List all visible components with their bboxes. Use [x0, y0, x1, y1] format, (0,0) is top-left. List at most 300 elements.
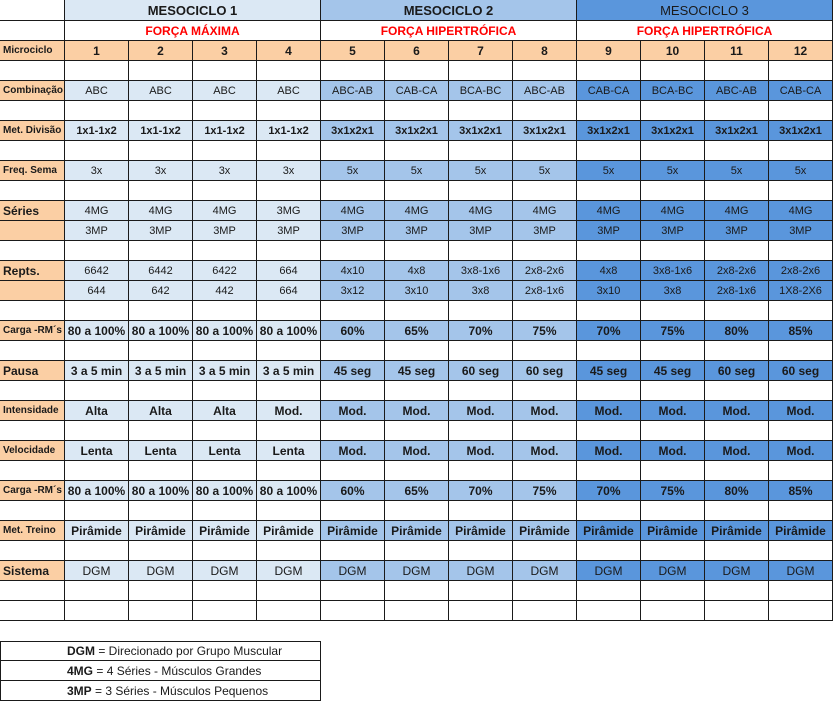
value-cell[interactable]: 3x [193, 161, 257, 181]
value-cell[interactable]: 4x8 [577, 261, 641, 281]
blank-cell[interactable] [0, 601, 65, 621]
blank-cell[interactable] [385, 301, 449, 321]
value-cell[interactable]: 75% [641, 481, 705, 501]
value-cell[interactable]: 3MG [257, 201, 321, 221]
blank-cell[interactable] [385, 61, 449, 81]
blank-cell[interactable] [193, 381, 257, 401]
value-cell[interactable]: 45 seg [641, 361, 705, 381]
blank-cell[interactable] [705, 601, 769, 621]
blank-cell[interactable] [193, 421, 257, 441]
mesocycle-subtitle[interactable]: FORÇA HIPERTRÓFICA [577, 21, 833, 41]
blank-cell[interactable] [449, 101, 513, 121]
microcycle-number[interactable]: 7 [449, 41, 513, 61]
blank-cell[interactable] [65, 101, 129, 121]
value-cell[interactable]: 4x10 [321, 261, 385, 281]
blank-cell[interactable] [65, 61, 129, 81]
value-cell[interactable]: 4MG [193, 201, 257, 221]
blank-cell[interactable] [129, 461, 193, 481]
blank-cell[interactable] [641, 241, 705, 261]
microcycle-number[interactable]: 3 [193, 41, 257, 61]
value-cell[interactable]: Pirâmide [193, 521, 257, 541]
blank-cell[interactable] [513, 101, 577, 121]
blank-cell[interactable] [65, 301, 129, 321]
blank-cell[interactable] [321, 381, 385, 401]
value-cell[interactable]: 3MP [641, 221, 705, 241]
value-cell[interactable]: Mod. [321, 441, 385, 461]
blank-cell[interactable] [129, 181, 193, 201]
blank-cell[interactable] [193, 581, 257, 601]
blank-cell[interactable] [193, 141, 257, 161]
value-cell[interactable]: DGM [65, 561, 129, 581]
blank-cell[interactable] [385, 501, 449, 521]
value-cell[interactable]: Mod. [321, 401, 385, 421]
blank-cell[interactable] [449, 581, 513, 601]
blank-cell[interactable] [769, 381, 833, 401]
value-cell[interactable]: 85% [769, 481, 833, 501]
blank-cell[interactable] [513, 541, 577, 561]
blank-cell[interactable] [129, 421, 193, 441]
blank-cell[interactable] [449, 141, 513, 161]
blank-cell[interactable] [577, 601, 641, 621]
blank-cell[interactable] [769, 421, 833, 441]
blank-cell[interactable] [577, 381, 641, 401]
value-cell[interactable]: 5x [321, 161, 385, 181]
value-cell[interactable]: Mod. [641, 401, 705, 421]
value-cell[interactable]: 3x1x2x1 [705, 121, 769, 141]
blank-cell[interactable] [513, 581, 577, 601]
blank-cell[interactable] [513, 61, 577, 81]
value-cell[interactable]: Mod. [641, 441, 705, 461]
value-cell[interactable]: 1x1-1x2 [257, 121, 321, 141]
value-cell[interactable]: Mod. [513, 441, 577, 461]
value-cell[interactable]: 4MG [385, 201, 449, 221]
value-cell[interactable]: Mod. [449, 441, 513, 461]
value-cell[interactable]: 3x1x2x1 [641, 121, 705, 141]
value-cell[interactable]: 5x [705, 161, 769, 181]
value-cell[interactable]: 3x [257, 161, 321, 181]
value-cell[interactable]: 3MP [321, 221, 385, 241]
value-cell[interactable]: 664 [257, 281, 321, 301]
microcycle-number[interactable]: 6 [385, 41, 449, 61]
blank-cell[interactable] [641, 461, 705, 481]
blank-cell[interactable] [705, 581, 769, 601]
blank-cell[interactable] [577, 101, 641, 121]
value-cell[interactable]: Pirâmide [65, 521, 129, 541]
blank-cell[interactable] [321, 61, 385, 81]
corner-cell[interactable] [0, 0, 65, 21]
blank-cell[interactable] [513, 141, 577, 161]
blank-cell[interactable] [0, 141, 65, 161]
blank-cell[interactable] [705, 101, 769, 121]
blank-cell[interactable] [705, 501, 769, 521]
row-label[interactable] [0, 221, 65, 241]
value-cell[interactable]: 5x [577, 161, 641, 181]
blank-cell[interactable] [0, 461, 65, 481]
value-cell[interactable]: Pirâmide [449, 521, 513, 541]
blank-cell[interactable] [705, 541, 769, 561]
blank-cell[interactable] [769, 341, 833, 361]
value-cell[interactable]: BCA-BC [449, 81, 513, 101]
blank-cell[interactable] [65, 541, 129, 561]
blank-cell[interactable] [385, 581, 449, 601]
value-cell[interactable]: 65% [385, 321, 449, 341]
blank-cell[interactable] [641, 541, 705, 561]
value-cell[interactable]: ABC [257, 81, 321, 101]
row-label[interactable]: Repts. [0, 261, 65, 281]
microcycle-number[interactable]: 4 [257, 41, 321, 61]
blank-cell[interactable] [193, 541, 257, 561]
blank-cell[interactable] [769, 461, 833, 481]
value-cell[interactable]: Mod. [705, 441, 769, 461]
value-cell[interactable]: 6442 [129, 261, 193, 281]
value-cell[interactable]: 60% [321, 481, 385, 501]
value-cell[interactable]: 3x10 [577, 281, 641, 301]
value-cell[interactable]: 5x [385, 161, 449, 181]
value-cell[interactable]: DGM [321, 561, 385, 581]
value-cell[interactable]: 65% [385, 481, 449, 501]
blank-cell[interactable] [641, 601, 705, 621]
row-label[interactable]: Velocidade [0, 441, 65, 461]
blank-cell[interactable] [65, 341, 129, 361]
value-cell[interactable]: 80 a 100% [257, 321, 321, 341]
microcycle-number[interactable]: 5 [321, 41, 385, 61]
blank-cell[interactable] [129, 341, 193, 361]
blank-cell[interactable] [769, 301, 833, 321]
blank-cell[interactable] [321, 541, 385, 561]
value-cell[interactable]: 5x [769, 161, 833, 181]
value-cell[interactable]: DGM [257, 561, 321, 581]
blank-cell[interactable] [321, 421, 385, 441]
blank-cell[interactable] [65, 381, 129, 401]
value-cell[interactable]: 80% [705, 481, 769, 501]
blank-cell[interactable] [769, 541, 833, 561]
value-cell[interactable]: 45 seg [321, 361, 385, 381]
blank-cell[interactable] [705, 421, 769, 441]
value-cell[interactable]: 60 seg [513, 361, 577, 381]
blank-cell[interactable] [257, 101, 321, 121]
blank-cell[interactable] [769, 241, 833, 261]
blank-cell[interactable] [705, 381, 769, 401]
value-cell[interactable]: 4MG [513, 201, 577, 221]
value-cell[interactable]: 3x [129, 161, 193, 181]
value-cell[interactable]: 3x8-1x6 [641, 261, 705, 281]
blank-cell[interactable] [513, 181, 577, 201]
blank-cell[interactable] [257, 601, 321, 621]
blank-cell[interactable] [193, 301, 257, 321]
blank-cell[interactable] [449, 461, 513, 481]
blank-cell[interactable] [257, 141, 321, 161]
blank-cell[interactable] [577, 421, 641, 441]
blank-cell[interactable] [449, 61, 513, 81]
value-cell[interactable]: 70% [449, 321, 513, 341]
blank-cell[interactable] [65, 181, 129, 201]
value-cell[interactable]: 4x8 [385, 261, 449, 281]
value-cell[interactable]: Lenta [65, 441, 129, 461]
blank-cell[interactable] [129, 501, 193, 521]
blank-cell[interactable] [257, 61, 321, 81]
value-cell[interactable]: 3 a 5 min [257, 361, 321, 381]
blank-cell[interactable] [193, 601, 257, 621]
value-cell[interactable]: 3MP [449, 221, 513, 241]
value-cell[interactable]: DGM [577, 561, 641, 581]
blank-cell[interactable] [705, 301, 769, 321]
mesocycle-title[interactable]: MESOCICLO 2 [321, 0, 577, 21]
value-cell[interactable]: 80 a 100% [193, 481, 257, 501]
blank-cell[interactable] [193, 61, 257, 81]
row-label[interactable] [0, 281, 65, 301]
value-cell[interactable]: DGM [449, 561, 513, 581]
blank-cell[interactable] [385, 181, 449, 201]
blank-cell[interactable] [385, 541, 449, 561]
blank-cell[interactable] [641, 381, 705, 401]
blank-cell[interactable] [641, 581, 705, 601]
value-cell[interactable]: 3x1x2x1 [385, 121, 449, 141]
value-cell[interactable]: 80 a 100% [129, 321, 193, 341]
value-cell[interactable]: 80 a 100% [65, 481, 129, 501]
blank-cell[interactable] [641, 61, 705, 81]
value-cell[interactable]: 4MG [769, 201, 833, 221]
blank-cell[interactable] [641, 341, 705, 361]
blank-cell[interactable] [0, 541, 65, 561]
value-cell[interactable]: 80 a 100% [129, 481, 193, 501]
value-cell[interactable]: 3MP [129, 221, 193, 241]
blank-cell[interactable] [449, 601, 513, 621]
blank-cell[interactable] [641, 301, 705, 321]
value-cell[interactable]: ABC [65, 81, 129, 101]
blank-cell[interactable] [193, 341, 257, 361]
value-cell[interactable]: 3 a 5 min [193, 361, 257, 381]
blank-cell[interactable] [0, 501, 65, 521]
microcycle-number[interactable]: 8 [513, 41, 577, 61]
blank-cell[interactable] [129, 101, 193, 121]
row-label[interactable]: Intensidade [0, 401, 65, 421]
value-cell[interactable]: 1x1-1x2 [65, 121, 129, 141]
value-cell[interactable]: 5x [513, 161, 577, 181]
blank-cell[interactable] [513, 501, 577, 521]
value-cell[interactable]: 70% [577, 481, 641, 501]
blank-cell[interactable] [129, 541, 193, 561]
blank-cell[interactable] [129, 601, 193, 621]
value-cell[interactable]: 80 a 100% [193, 321, 257, 341]
blank-cell[interactable] [0, 341, 65, 361]
value-cell[interactable]: 3x1x2x1 [513, 121, 577, 141]
value-cell[interactable]: Pirâmide [129, 521, 193, 541]
value-cell[interactable]: 5x [641, 161, 705, 181]
blank-cell[interactable] [513, 381, 577, 401]
blank-cell[interactable] [705, 61, 769, 81]
row-label[interactable]: Pausa [0, 361, 65, 381]
value-cell[interactable]: ABC [129, 81, 193, 101]
value-cell[interactable]: 3x1x2x1 [321, 121, 385, 141]
blank-cell[interactable] [705, 241, 769, 261]
blank-cell[interactable] [321, 141, 385, 161]
value-cell[interactable]: 70% [449, 481, 513, 501]
blank-cell[interactable] [65, 141, 129, 161]
value-cell[interactable]: Mod. [769, 401, 833, 421]
blank-cell[interactable] [385, 601, 449, 621]
blank-cell[interactable] [257, 181, 321, 201]
value-cell[interactable]: 3x8 [449, 281, 513, 301]
value-cell[interactable]: 3x1x2x1 [769, 121, 833, 141]
blank-cell[interactable] [385, 341, 449, 361]
blank-cell[interactable] [769, 601, 833, 621]
row-label[interactable]: Combinação [0, 81, 65, 101]
value-cell[interactable]: Pirâmide [385, 521, 449, 541]
value-cell[interactable]: Mod. [385, 441, 449, 461]
value-cell[interactable]: 3x8-1x6 [449, 261, 513, 281]
value-cell[interactable]: BCA-BC [641, 81, 705, 101]
value-cell[interactable]: 45 seg [577, 361, 641, 381]
blank-cell[interactable] [705, 141, 769, 161]
value-cell[interactable]: 3x10 [385, 281, 449, 301]
blank-cell[interactable] [0, 61, 65, 81]
value-cell[interactable]: 2x8-1x6 [705, 281, 769, 301]
blank-cell[interactable] [577, 501, 641, 521]
blank-cell[interactable] [449, 181, 513, 201]
value-cell[interactable]: 4MG [449, 201, 513, 221]
value-cell[interactable]: 3 a 5 min [65, 361, 129, 381]
blank-cell[interactable] [385, 101, 449, 121]
value-cell[interactable]: Lenta [257, 441, 321, 461]
blank-cell[interactable] [65, 501, 129, 521]
blank-cell[interactable] [193, 501, 257, 521]
value-cell[interactable]: Pirâmide [705, 521, 769, 541]
value-cell[interactable]: DGM [513, 561, 577, 581]
row-label[interactable]: Carga -RM´s [0, 321, 65, 341]
blank-cell[interactable] [641, 501, 705, 521]
value-cell[interactable]: 85% [769, 321, 833, 341]
blank-cell[interactable] [0, 381, 65, 401]
blank-cell[interactable] [0, 301, 65, 321]
value-cell[interactable]: 1x1-1x2 [129, 121, 193, 141]
value-cell[interactable]: DGM [641, 561, 705, 581]
blank-cell[interactable] [321, 301, 385, 321]
value-cell[interactable]: DGM [129, 561, 193, 581]
blank-cell[interactable] [577, 141, 641, 161]
blank-cell[interactable] [129, 301, 193, 321]
blank-cell[interactable] [321, 501, 385, 521]
blank-cell[interactable] [0, 181, 65, 201]
value-cell[interactable]: Mod. [385, 401, 449, 421]
blank-cell[interactable] [449, 381, 513, 401]
blank-cell[interactable] [0, 101, 65, 121]
blank-cell[interactable] [385, 461, 449, 481]
blank-cell[interactable] [257, 241, 321, 261]
blank-cell[interactable] [769, 181, 833, 201]
blank-cell[interactable] [705, 181, 769, 201]
value-cell[interactable]: 75% [513, 481, 577, 501]
blank-cell[interactable] [193, 181, 257, 201]
blank-cell[interactable] [385, 241, 449, 261]
value-cell[interactable]: 4MG [321, 201, 385, 221]
microcycle-number[interactable]: 11 [705, 41, 769, 61]
blank-cell[interactable] [257, 381, 321, 401]
value-cell[interactable]: DGM [193, 561, 257, 581]
blank-cell[interactable] [449, 501, 513, 521]
blank-cell[interactable] [769, 101, 833, 121]
blank-cell[interactable] [257, 501, 321, 521]
blank-cell[interactable] [65, 601, 129, 621]
value-cell[interactable]: Alta [129, 401, 193, 421]
value-cell[interactable]: Mod. [705, 401, 769, 421]
row-label[interactable]: Carga -RM´s [0, 481, 65, 501]
value-cell[interactable]: CAB-CA [577, 81, 641, 101]
value-cell[interactable]: 80 a 100% [65, 321, 129, 341]
mesocycle-subtitle[interactable]: FORÇA HIPERTRÓFICA [321, 21, 577, 41]
blank-cell[interactable] [385, 381, 449, 401]
value-cell[interactable]: 1x1-1x2 [193, 121, 257, 141]
microcycle-number[interactable]: 2 [129, 41, 193, 61]
blank-cell[interactable] [577, 181, 641, 201]
row-label[interactable]: Sistema [0, 561, 65, 581]
value-cell[interactable]: Mod. [577, 441, 641, 461]
blank-cell[interactable] [193, 461, 257, 481]
value-cell[interactable]: 3x1x2x1 [577, 121, 641, 141]
value-cell[interactable]: ABC-AB [705, 81, 769, 101]
blank-cell[interactable] [449, 341, 513, 361]
corner-cell[interactable] [0, 21, 65, 41]
value-cell[interactable]: 45 seg [385, 361, 449, 381]
value-cell[interactable]: 3MP [769, 221, 833, 241]
blank-cell[interactable] [641, 181, 705, 201]
blank-cell[interactable] [705, 461, 769, 481]
blank-cell[interactable] [257, 581, 321, 601]
value-cell[interactable]: 1X8-2X6 [769, 281, 833, 301]
blank-cell[interactable] [577, 341, 641, 361]
blank-cell[interactable] [705, 341, 769, 361]
row-label[interactable]: Freq. Sema [0, 161, 65, 181]
row-label[interactable]: Microciclo [0, 41, 65, 61]
value-cell[interactable]: Pirâmide [257, 521, 321, 541]
value-cell[interactable]: 442 [193, 281, 257, 301]
blank-cell[interactable] [321, 241, 385, 261]
blank-cell[interactable] [385, 421, 449, 441]
blank-cell[interactable] [321, 101, 385, 121]
value-cell[interactable]: 3MP [65, 221, 129, 241]
blank-cell[interactable] [65, 241, 129, 261]
blank-cell[interactable] [513, 601, 577, 621]
blank-cell[interactable] [577, 61, 641, 81]
blank-cell[interactable] [257, 541, 321, 561]
blank-cell[interactable] [769, 61, 833, 81]
value-cell[interactable]: Mod. [769, 441, 833, 461]
blank-cell[interactable] [129, 581, 193, 601]
value-cell[interactable]: Alta [65, 401, 129, 421]
blank-cell[interactable] [577, 461, 641, 481]
value-cell[interactable]: DGM [385, 561, 449, 581]
blank-cell[interactable] [769, 501, 833, 521]
mesocycle-title[interactable]: MESOCICLO 3 [577, 0, 833, 21]
blank-cell[interactable] [513, 341, 577, 361]
value-cell[interactable]: 80 a 100% [257, 481, 321, 501]
value-cell[interactable]: 3MP [513, 221, 577, 241]
value-cell[interactable]: 80% [705, 321, 769, 341]
value-cell[interactable]: 3x12 [321, 281, 385, 301]
value-cell[interactable]: 60% [321, 321, 385, 341]
value-cell[interactable]: 4MG [577, 201, 641, 221]
value-cell[interactable]: CAB-CA [385, 81, 449, 101]
blank-cell[interactable] [577, 541, 641, 561]
blank-cell[interactable] [321, 601, 385, 621]
value-cell[interactable]: ABC [193, 81, 257, 101]
blank-cell[interactable] [257, 461, 321, 481]
blank-cell[interactable] [449, 541, 513, 561]
value-cell[interactable]: 4MG [705, 201, 769, 221]
row-label[interactable]: Met. Divisão [0, 121, 65, 141]
value-cell[interactable]: 2x8-2x6 [705, 261, 769, 281]
blank-cell[interactable] [577, 581, 641, 601]
microcycle-number[interactable]: 12 [769, 41, 833, 61]
